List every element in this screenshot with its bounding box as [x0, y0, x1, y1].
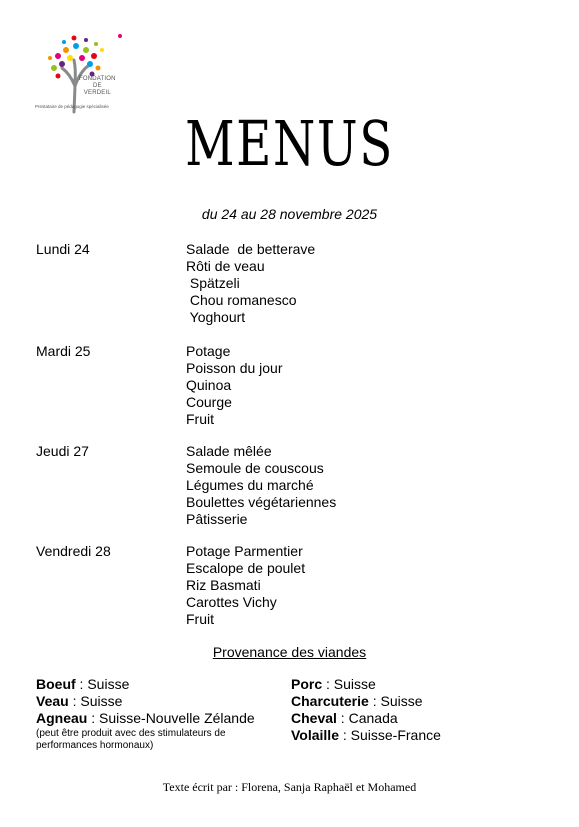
dish-item: Spätzeli [186, 275, 240, 291]
dish-item: Yoghourt [186, 309, 246, 325]
dish-item: Quinoa [186, 377, 232, 393]
meat-origin: Suisse [333, 676, 376, 692]
day-label: Vendredi 28 [36, 543, 111, 559]
meat-type: Porc [291, 676, 323, 692]
dish-item: Salade mêlée [186, 443, 272, 459]
meat-separator: : [368, 693, 381, 709]
meat-type: Agneau [36, 710, 88, 726]
dish-item: Pâtisserie [186, 511, 248, 527]
meat-separator: : [322, 676, 334, 692]
fondation-verdeil-logo [36, 26, 146, 116]
dish-item: Salade de betterave [186, 241, 316, 257]
day-label: Jeudi 27 [36, 443, 89, 459]
logo-line-3: VERDEIL [83, 90, 111, 96]
dish-item: Poisson du jour [186, 360, 283, 376]
logo-wordmark [79, 76, 116, 97]
provenance-title: Provenance des viandes [212, 644, 367, 660]
dish-list [186, 543, 305, 628]
meat-origin: Suisse [87, 676, 130, 692]
meat-origin: Canada [348, 710, 398, 726]
meat-origin-row [291, 727, 441, 744]
page-title: MENUS [185, 107, 394, 180]
meat-separator: : [338, 727, 351, 743]
meat-type: Volaille [291, 727, 339, 743]
meat-origin-row [291, 710, 398, 727]
footer-credit: Texte écrit par : Florena, Sanja Raphaël et Mohamed [162, 780, 417, 794]
dish-item: Carottes Vichy [186, 594, 277, 610]
meat-origin-row [36, 676, 129, 693]
meat-origin: Suisse-Nouvelle Zélande [99, 710, 255, 726]
meat-type: Veau [36, 693, 69, 709]
meat-origin: Suisse [380, 693, 423, 709]
meat-separator: : [87, 710, 100, 726]
dish-item: Escalope de poulet [186, 560, 306, 576]
meat-origin-row [291, 676, 376, 693]
dish-item: Fruit [186, 611, 214, 627]
dish-item: Boulettes végétariennes [186, 494, 337, 510]
day-label: Mardi 25 [36, 343, 91, 359]
dish-item: Chou romanesco [186, 292, 297, 308]
dish-list [186, 343, 283, 428]
meat-origin-row [291, 693, 423, 710]
logo-line-2: DE [92, 83, 102, 89]
meat-separator: : [336, 710, 349, 726]
dish-item: Potage Parmentier [186, 543, 303, 559]
logo-tagline: Prestataire de pédagogie spécialisée [35, 104, 109, 109]
meat-origin: Suisse-France [350, 727, 441, 743]
hormone-note: (peut être produit avec des stimulateurs de performances hormonaux) [36, 728, 226, 751]
logo-line-1: FONDATION [79, 76, 116, 82]
meat-type: Boeuf [36, 676, 76, 692]
meat-type: Charcuterie [291, 693, 369, 709]
date-range: du 24 au 28 novembre 2025 [201, 206, 378, 222]
dish-item: Potage [186, 343, 231, 359]
dish-item: Courge [186, 394, 232, 410]
dish-item: Légumes du marché [186, 477, 314, 493]
tree-logo-icon [36, 26, 146, 116]
meat-separator: : [75, 676, 88, 692]
dish-item: Rôti de veau [186, 258, 265, 274]
meat-origin-row [36, 693, 122, 710]
day-label: Lundi 24 [36, 241, 90, 257]
dish-item: Fruit [186, 411, 214, 427]
meat-type: Cheval [291, 710, 337, 726]
dish-list [186, 443, 336, 528]
dish-list [186, 241, 315, 326]
meat-origin-row [36, 710, 255, 727]
meat-origin: Suisse [80, 693, 123, 709]
dish-item: Semoule de couscous [186, 460, 324, 476]
dish-item: Riz Basmati [186, 577, 261, 593]
meat-separator: : [68, 693, 81, 709]
